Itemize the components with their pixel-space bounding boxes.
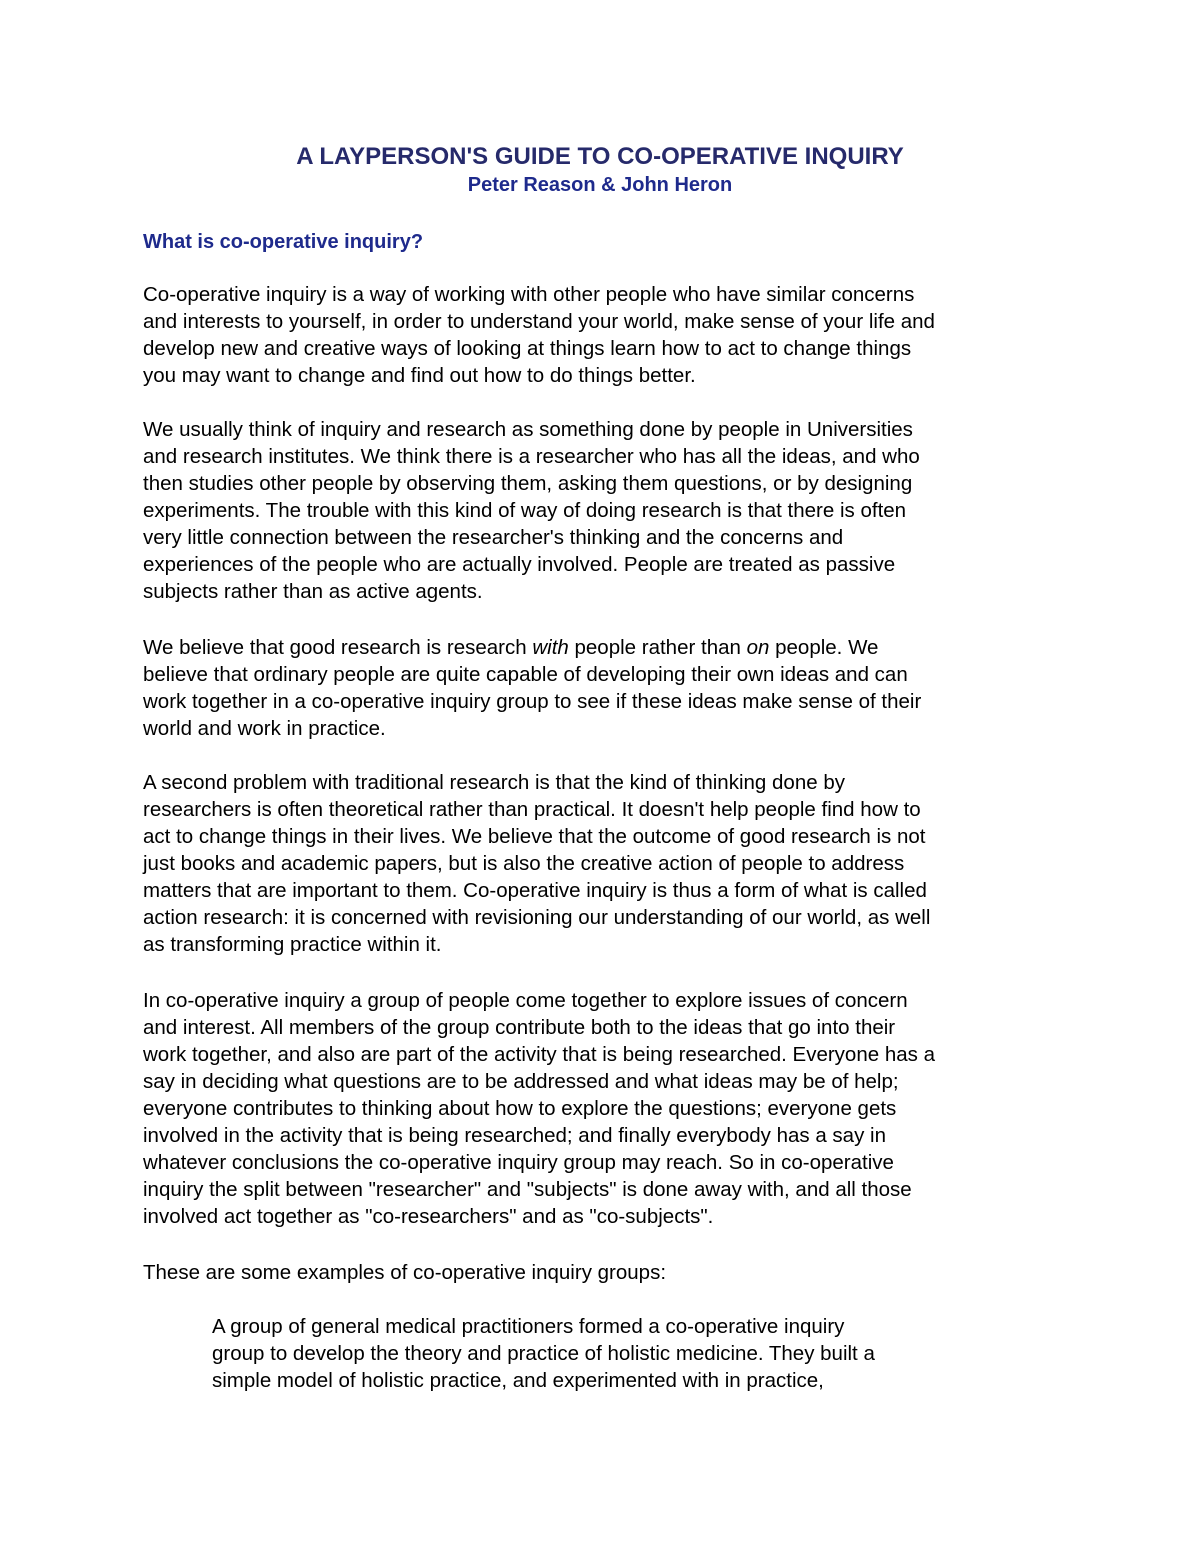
text-line: experiments. The trouble with this kind of way of doing research is that there is often bbox=[143, 499, 907, 522]
paragraph-traditional-research bbox=[143, 416, 1063, 605]
text-line: just books and academic papers, but is also the creative action of people to address bbox=[143, 852, 905, 875]
emphasis-with: with bbox=[532, 636, 569, 659]
text-line bbox=[143, 634, 1063, 661]
paragraph-intro bbox=[143, 281, 1063, 389]
text-line: simple model of holistic practice, and experimented with in practice, bbox=[212, 1369, 824, 1392]
text-line: whatever conclusions the co-operative inquiry group may reach. So in co-operative bbox=[143, 1151, 894, 1174]
text-run: people rather than bbox=[568, 636, 747, 659]
paragraph-good-research bbox=[143, 634, 1063, 742]
text-line: believe that ordinary people are quite capable of developing their own ideas and can bbox=[143, 663, 908, 686]
text-line: We usually think of inquiry and research as something done by people in Universities bbox=[143, 418, 913, 441]
section-heading: What is co-operative inquiry? bbox=[143, 231, 424, 253]
text-line: inquiry the split between "researcher" and "subjects" is done away with, and all those bbox=[143, 1178, 912, 1201]
text-run: We believe that good research is research bbox=[143, 636, 533, 659]
document-authors: Peter Reason & John Heron bbox=[467, 174, 733, 196]
text-line: and interest. All members of the group contribute both to the ideas that go into their bbox=[143, 1016, 896, 1039]
text-line: subjects rather than as active agents. bbox=[143, 580, 483, 603]
text-line: researchers is often theoretical rather than practical. It doesn't help people find how to bbox=[143, 798, 921, 821]
text-line: involved in the activity that is being researched; and finally everybody has a say in bbox=[143, 1124, 886, 1147]
paragraph-second-problem bbox=[143, 769, 1063, 958]
text-line: as transforming practice within it. bbox=[143, 933, 442, 956]
emphasis-on: on bbox=[746, 636, 770, 659]
text-line: work together, and also are part of the activity that is being researched. Everyone has a bbox=[143, 1043, 935, 1066]
text-line: develop new and creative ways of looking at things learn how to act to change things bbox=[143, 337, 912, 360]
text-line: and research institutes. We think there is a researcher who has all the ideas, and who bbox=[143, 445, 920, 468]
text-line: Co-operative inquiry is a way of working with other people who have similar concerns bbox=[143, 283, 915, 306]
text-line: everyone contributes to thinking about how to explore the questions; everyone gets bbox=[143, 1097, 897, 1120]
text-line: action research: it is concerned with revisioning our understanding of our world, as well bbox=[143, 906, 931, 929]
paragraph-example-medical bbox=[212, 1313, 1072, 1394]
text-line: very little connection between the researcher's thinking and the concerns and bbox=[143, 526, 844, 549]
document-title: A LAYPERSON'S GUIDE TO CO-OPERATIVE INQUIRY bbox=[296, 143, 904, 170]
text-line: work together in a co-operative inquiry group to see if these ideas make sense of their bbox=[143, 690, 922, 713]
text-line: experiences of the people who are actually involved. People are treated as passive bbox=[143, 553, 896, 576]
text-line: then studies other people by observing them, asking them questions, or by designing bbox=[143, 472, 913, 495]
text-line: you may want to change and find out how to do things better. bbox=[143, 364, 696, 387]
paragraph-examples-intro bbox=[143, 1259, 1063, 1286]
text-line: A second problem with traditional research is that the kind of thinking done by bbox=[143, 771, 845, 794]
text-line: and interests to yourself, in order to understand your world, make sense of your life and bbox=[143, 310, 935, 333]
text-line: world and work in practice. bbox=[143, 717, 386, 740]
text-line: say in deciding what questions are to be addressed and what ideas may be of help; bbox=[143, 1070, 899, 1093]
text-line: involved act together as "co-researchers" and as "co-subjects". bbox=[143, 1205, 714, 1228]
text-line: matters that are important to them. Co-operative inquiry is thus a form of what is called bbox=[143, 879, 927, 902]
text-line: act to change things in their lives. We believe that the outcome of good research is not bbox=[143, 825, 926, 848]
text-line: These are some examples of co-operative inquiry groups: bbox=[143, 1261, 667, 1284]
text-line: group to develop the theory and practice of holistic medicine. They built a bbox=[212, 1342, 875, 1365]
text-line: In co-operative inquiry a group of people come together to explore issues of concern bbox=[143, 989, 908, 1012]
text-line: A group of general medical practitioners formed a co-operative inquiry bbox=[212, 1315, 845, 1338]
text-run: people. We bbox=[769, 636, 879, 659]
paragraph-group-process bbox=[143, 987, 1063, 1230]
